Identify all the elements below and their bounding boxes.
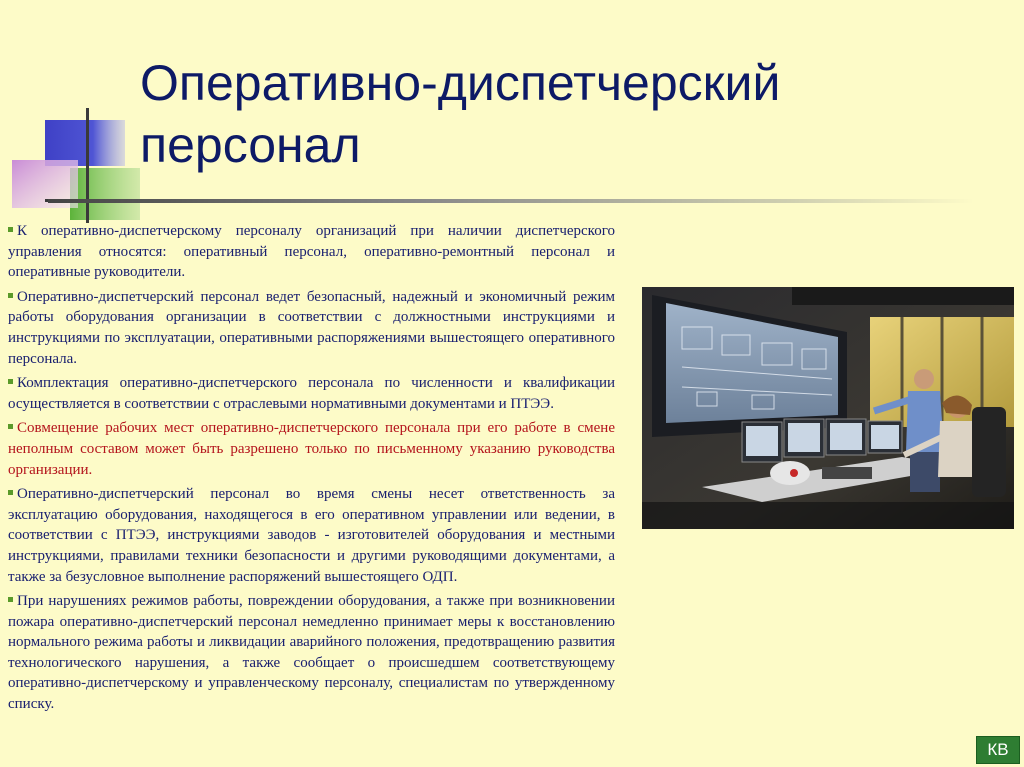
paragraph (8, 591, 615, 715)
paragraph (8, 373, 615, 414)
bullet-icon (8, 490, 13, 495)
bullet-icon (8, 227, 13, 232)
paragraph-text: Оперативно-диспетчерский персонал во время смены несет ответственность за эксплуатацию оборудования, находящегося в его оперативном управлении или ведении, в соответствии с ПТЭЭ, инструкциями заводов - изготовителей оборудования и местными инструкциями, правилами техники безопасности и другими руководящими документами, а также за безусловное выполнение распоряжений вышестоящего ОДП. (8, 486, 615, 585)
slide-body (8, 221, 615, 719)
bullet-icon (8, 597, 13, 602)
paragraph (8, 287, 615, 369)
paragraph-highlight (8, 418, 615, 480)
bullet-icon (8, 424, 13, 429)
paragraph-text: Комплектация оперативно-диспетчерского персонала по численности и квалификации осуществляется в соответствии с отраслевыми нормативными документами и ПТЭЭ. (8, 375, 615, 412)
control-room-photo (642, 287, 1014, 529)
kv-badge[interactable]: КВ (976, 736, 1020, 764)
paragraph (8, 484, 615, 587)
paragraph (8, 221, 615, 283)
slide-title: Оперативно-диспетчерский персонал (140, 55, 781, 173)
decorative-squares (0, 0, 160, 230)
paragraph-text: К оперативно-диспетчерскому персоналу организаций при наличии диспетчерского управления относятся: оперативный персонал, оперативно-ремонтный персонал и оперативные руководители. (8, 223, 615, 281)
title-divider (48, 199, 974, 203)
paragraph-text: Оперативно-диспетчерский персонал ведет безопасный, надежный и экономичный режим работы оборудования организации в соответствии с должностными инструкциями и инструкциями по эксплуатации, оперативными распоряжениями вышестоящего оперативного персонала. (8, 288, 615, 367)
bullet-icon (8, 293, 13, 298)
bullet-icon (8, 379, 13, 384)
paragraph-text: При нарушениях режимов работы, повреждении оборудования, а также при возникновении пожара оперативно-диспетчерский персонал немедленно принимает меры к восстановлению нормального режима работы и ликвидации аварийного положения, предотвращению развития технологического нарушения, а также сообщает о происшедшем соответствующему оперативно-диспетчерскому и управленческому персоналу, специалистам по утвержденному списку. (8, 593, 615, 713)
paragraph-text: Совмещение рабочих мест оперативно-диспетчерского персонала при его работе в смене неполным составом может быть разрешено только по письменному указанию руководства организации. (8, 420, 615, 478)
